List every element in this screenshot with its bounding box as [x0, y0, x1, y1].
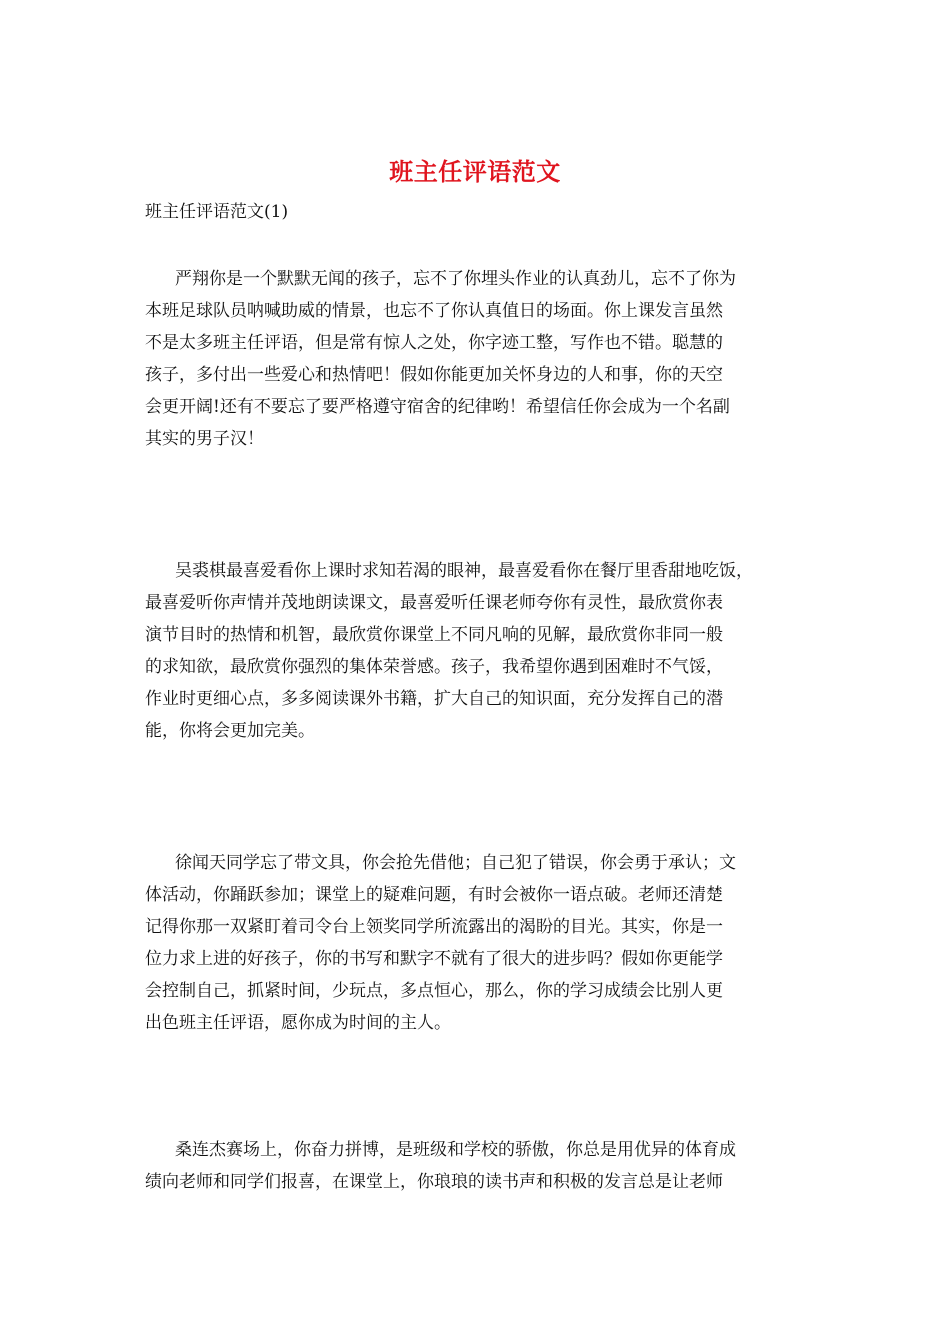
paragraph-line: 出色班主任评语，愿你成为时间的主人。: [145, 1013, 451, 1033]
paragraph-line: 体活动，你踊跃参加；课堂上的疑难问题，有时会被你一语点破。老师还清楚: [145, 885, 723, 905]
paragraph-1: [145, 263, 815, 455]
paragraph-line: 会控制自己，抓紧时间，少玩点，多点恒心，那么，你的学习成绩会比别人更: [145, 981, 723, 1001]
document-subtitle: 班主任评语范文(1): [145, 202, 289, 222]
paragraph-line: 会更开阔!还有不要忘了要严格遵守宿舍的纪律哟！希望信任你会成为一个名副: [145, 397, 730, 417]
paragraph-line: 本班足球队员呐喊助威的情景，也忘不了你认真值日的场面。你上课发言虽然: [145, 301, 723, 321]
paragraph-2: [145, 555, 815, 747]
paragraph-line: 作业时更细心点，多多阅读课外书籍，扩大自己的知识面，充分发挥自己的潜: [145, 689, 723, 709]
paragraph-line: 吴裘棋最喜爱看你上课时求知若渴的眼神，最喜爱看你在餐厅里香甜地吃饭，: [175, 561, 753, 581]
paragraph-line: 最喜爱听你声情并茂地朗读课文，最喜爱听任课老师夸你有灵性，最欣赏你表: [145, 593, 723, 613]
paragraph-4: [145, 1134, 815, 1198]
paragraph-line: 演节目时的热情和机智，最欣赏你课堂上不同凡响的见解，最欣赏你非同一般: [145, 625, 723, 645]
paragraph-line: 记得你那一双紧盯着司令台上领奖同学所流露出的渴盼的目光。其实，你是一: [145, 917, 723, 937]
paragraph-line: 能，你将会更加完美。: [145, 721, 315, 741]
paragraph-3: [145, 847, 815, 1039]
paragraph-line: 孩子，多付出一些爱心和热情吧！假如你能更加关怀身边的人和事，你的天空: [145, 365, 723, 385]
paragraph-line: 桑连杰赛场上，你奋力拼博，是班级和学校的骄傲，你总是用优异的体育成: [175, 1140, 736, 1160]
paragraph-line: 其实的男子汉！: [145, 429, 264, 449]
paragraph-line: 不是太多班主任评语，但是常有惊人之处，你字迹工整，写作也不错。聪慧的: [145, 333, 723, 353]
paragraph-line: 徐闻天同学忘了带文具，你会抢先借他；自己犯了错误，你会勇于承认；文: [175, 853, 736, 873]
document-title: 班主任评语范文: [389, 157, 561, 186]
paragraph-line: 位力求上进的好孩子，你的书写和默字不就有了很大的进步吗？假如你更能学: [145, 949, 723, 969]
paragraph-line: 严翔你是一个默默无闻的孩子，忘不了你埋头作业的认真劲儿，忘不了你为: [175, 269, 736, 289]
paragraph-line: 绩向老师和同学们报喜，在课堂上，你琅琅的读书声和积极的发言总是让老师: [145, 1172, 723, 1192]
paragraph-line: 的求知欲，最欣赏你强烈的集体荣誉感。孩子，我希望你遇到困难时不气馁，: [145, 657, 723, 677]
